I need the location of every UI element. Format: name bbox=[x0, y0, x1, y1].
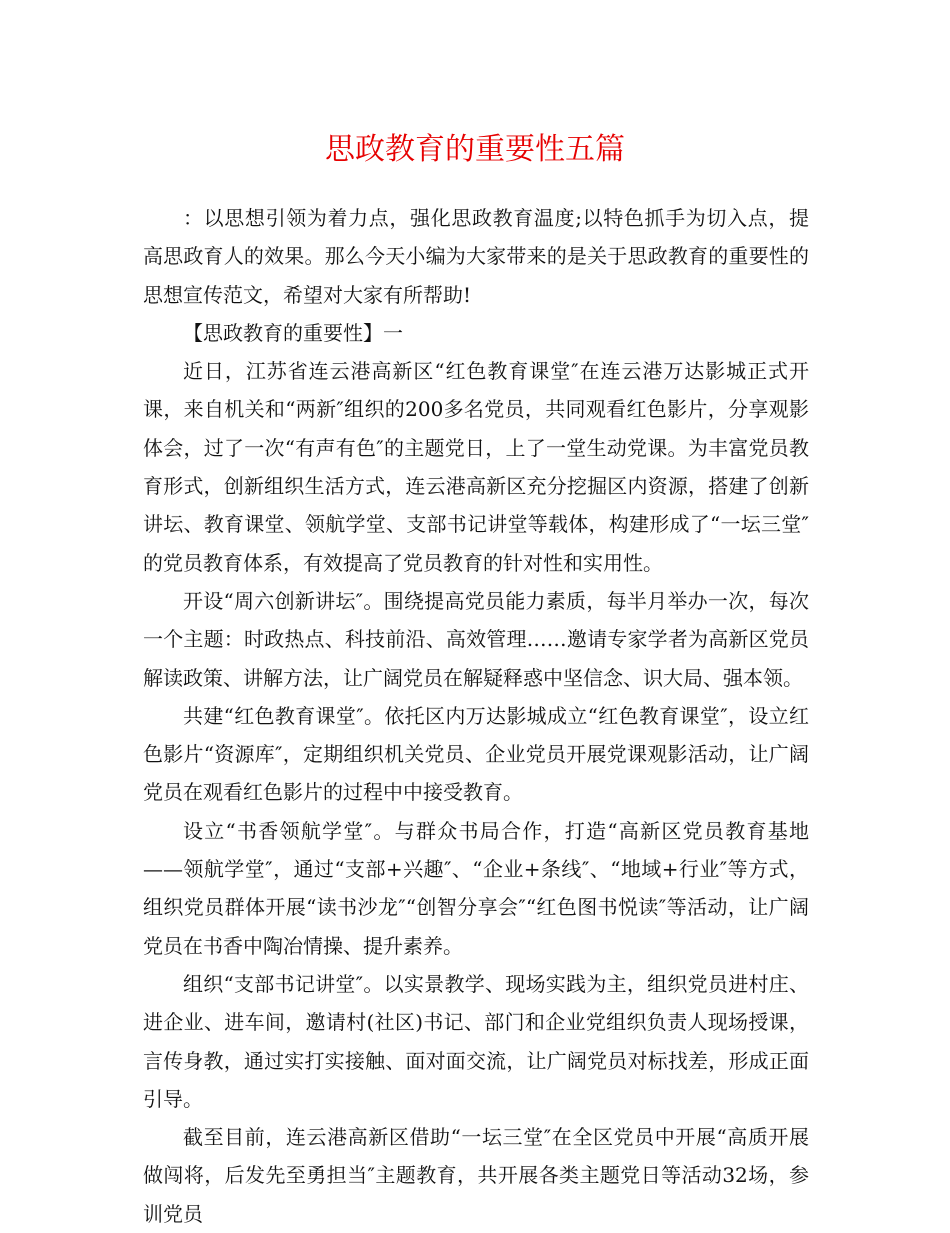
intro-paragraph: ：以思想引领为着力点，强化思政教育温度;以特色抓手为切入点，提高思政育人的效果。那么今天小编为大家带来的是关于思政教育的重要性的思想宣传范文，希望对大家有所帮助! bbox=[143, 206, 809, 307]
body-paragraph: 组织“支部书记讲堂″。以实景教学、现场实践为主，组织党员进村庄、进企业、进车间，邀请村(社区)书记、部门和企业党组织负责人现场授课，言传身教，通过实打实接触、面对面交流，让广阔党员对标找差，形成正面引导。 bbox=[143, 971, 809, 1111]
body-paragraph: 截至目前，连云港高新区借助“一坛三堂″在全区党员中开展“高质开展做闯将，后发先至勇担当″主题教育，共开展各类主题党日等活动32场，参训党员 bbox=[143, 1125, 809, 1226]
document-body bbox=[143, 199, 809, 1233]
section-heading: 【思政教育的重要性】一 bbox=[183, 320, 403, 345]
document-title: 思政教育的重要性五篇 bbox=[325, 132, 625, 167]
body-paragraph: 共建“红色教育课堂″。依托区内万达影城成立“红色教育课堂″，设立红色影片“资源库″，定期组织机关党员、企业党员开展党课观影活动，让广阔党员在观看红色影片的过程中中接受教育。 bbox=[143, 703, 809, 805]
body-paragraph: 设立“书香领航学堂″。与群众书局合作，打造“高新区党员教育基地——领航学堂″，通过“支部+兴趣″、“企业+条线″、“地域+行业″等方式，组织党员群体开展“读书沙龙″“创智分享会″“红色图书悦读″等活动，让广阔党员在书香中陶冶情操、提升素养。 bbox=[143, 818, 809, 958]
body-paragraph: 近日，江苏省连云港高新区“红色教育课堂″在连云港万达影城正式开课，来自机关和“两新″组织的200多名党员，共同观看红色影片，分享观影体会，过了一次“有声有色″的主题党日，上了一堂生动党课。为丰富党员教育形式，创新组织生活方式，连云港高新区充分挖掘区内资源，搭建了创新讲坛、教育课堂、领航学堂、支部书记讲堂等载体，构建形成了“一坛三堂″的党员教育体系，有效提高了党员教育的针对性和实用性。 bbox=[143, 359, 809, 575]
body-paragraph: 开设“周六创新讲坛″。围绕提高党员能力素质，每半月举办一次，每次一个主题：时政热点、科技前沿、高效管理……邀请专家学者为高新区党员解读政策、讲解方法，让广阔党员在解疑释惑中坚信念、识大局、强本领。 bbox=[143, 588, 809, 690]
